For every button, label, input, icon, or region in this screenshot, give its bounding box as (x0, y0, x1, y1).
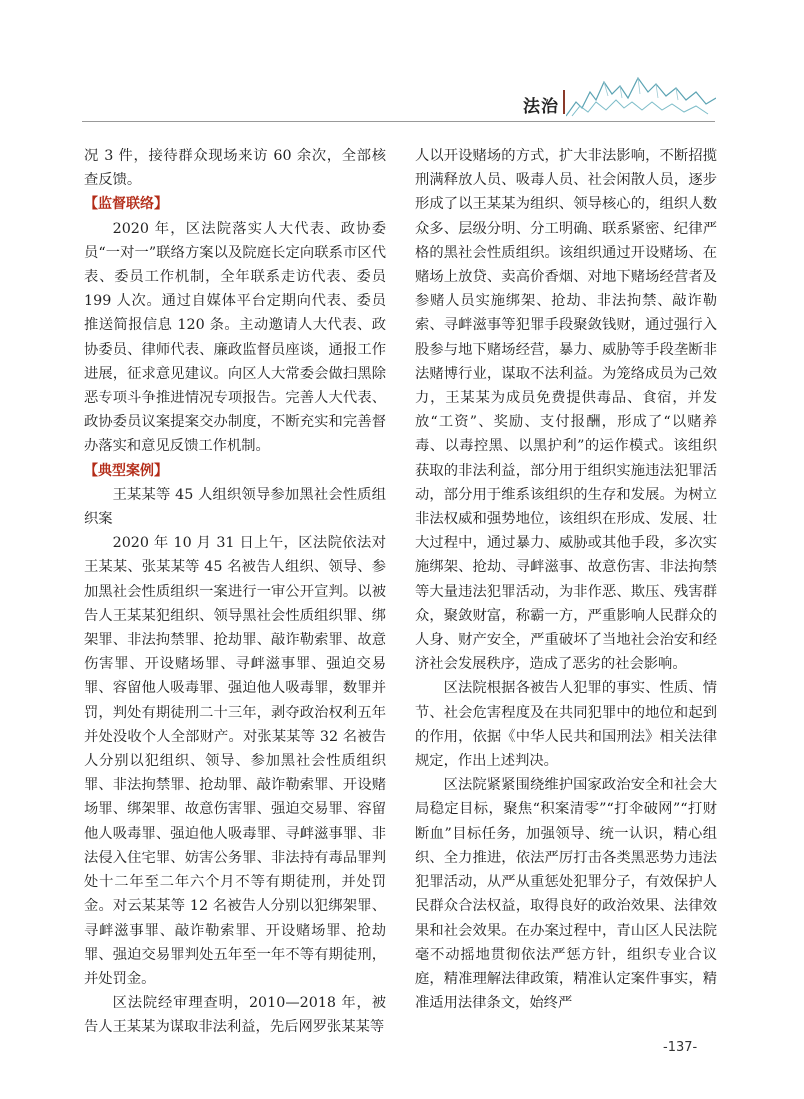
paragraph-case-facts-continued: 人以开设赌场的方式，扩大非法影响，不断招揽刑满释放人员、吸毒人员、社会闲散人员，逐步形成了以王某某为组织、领导核心的，组织人数众多、层级分明、分工明确、联系紧密、纪律严格的黑社会性质组织。该组织通过开设赌场、在赌场上放贷、卖高价香烟、对地下赌场经营者及参赌人员实施绑架、抢劫、非法拘禁、敲诈勒索、寻衅滋事等犯罪手段聚敛钱财，通过强行入股参与地下赌场经营，暴力、威胁等手段垄断非法赌博行业，谋取不法利益。为笼络成员为己效力，王某某为成员免费提供毒品、食宿，并发放“工资”、奖励、支付报酬，形成了“以赌养毒、以毒控黑、以黑护利”的运作模式。该组织获取的非法利益，部分用于组织实施违法犯罪活动，部分用于维系该组织的生存和发展。为树立非法权威和强势地位，该组织在形成、发展、壮大过程中，通过暴力、威胁或其他手段，多次实施绑架、抢劫、寻衅滋事、故意伤害、非法拘禁等大量违法犯罪活动，为非作恶、欺压、残害群众，聚敛财富，称霸一方，严重影响人民群众的人身、财产安全，严重破坏了当地社会治安和经济社会发展秩序，造成了恶劣的社会影响。 (415, 148, 717, 673)
left-column (84, 144, 386, 1040)
header-rule (82, 121, 715, 122)
paragraph-intro-continued: 况 3 件，接待群众现场来访 60 余次，全部核查反馈。 (84, 148, 386, 189)
paragraph-judgment-basis: 区法院根据各被告人犯罪的事实、性质、情节、社会危害程度及在共同犯罪中的地位和起到的作用，依据《中华人民共和国刑法》相关法律规定，作出上述判决。 (415, 680, 717, 770)
heading-supervision: 【监督联络】 (84, 196, 168, 213)
heading-typical-case: 【典型案例】 (84, 462, 168, 479)
paragraph-closing: 区法院紧紧围绕维护国家政治安全和社会大局稳定目标，聚焦“积案清零”“打伞破网”“打财断血”目标任务，加强领导、统一认识，精心组织、全力推进，依法严厉打击各类黑恶势力违法犯罪活动，从严从重惩处犯罪分子，有效保护人民群众合法权益，取得良好的政治效果、法律效果和社会效果。在办案过程中，青山区人民法院毫不动摇地贯彻依法严惩方针，组织专业合议庭，精准理解法律政策，精准认定案件事实，精准适用法律条文，始终严 (415, 777, 717, 1012)
paragraph-case-facts-start: 区法院经审理查明，2010—2018 年，被告人王某某为谋取非法利益，先后网罗张某某等 (84, 995, 386, 1036)
section-title: 法治 (523, 97, 559, 117)
case-title: 王某某等 45 人组织领导参加黑社会性质组织案 (84, 486, 386, 528)
right-column (415, 144, 717, 1015)
header-separator (563, 90, 565, 114)
page-number: -137- (663, 1040, 698, 1055)
mountain-landscape-icon (566, 72, 716, 120)
page-header (0, 70, 804, 130)
paragraph-case-verdict: 2020 年 10 月 31 日上午，区法院依法对王某某、张某某等 45 名被告人组织、领导、参加黑社会性质组织一案进行一审公开宣判。以被告人王某某犯组织、领导黑社会性质组织罪、绑架罪、非法拘禁罪、抢劫罪、敲诈勒索罪、故意伤害罪、开设赌场罪、寻衅滋事罪、强迫交易罪、容留他人吸毒罪、强迫他人吸毒罪，数罪并罚，判处有期徒刑二十三年，剥夺政治权利五年并处没收个人全部财产。对张某某等 32 名被告人分别以犯组织、领导、参加黑社会性质组织罪、非法拘禁罪、抢劫罪、敲诈勒索罪、开设赌场罪、绑架罪、故意伤害罪、强迫交易罪、容留他人吸毒罪、强迫他人吸毒罪、寻衅滋事罪、非法侵入住宅罪、妨害公务罪、非法持有毒品罪判处十二年至二年六个月不等有期徒刑，并处罚金。对云某某等 12 名被告人分别以犯绑架罪、寻衅滋事罪、敲诈勒索罪、开设赌场罪、抢劫罪、强迫交易罪判处五年至一年不等有期徒刑，并处罚金。 (84, 535, 386, 987)
paragraph-supervision: 2020 年，区法院落实人大代表、政协委员“一对一”联络方案以及院庭长定向联系市区代表、委员工作机制，全年联系走访代表、委员 199 人次。通过自媒体平台定期向代表、委员推送简报信息 120 条。主动邀请人大代表、政协委员、律师代表、廉政监督员座谈，通报工作进展，征求意见建议。向区人大常委会做扫黑除恶专项斗争推进情况专项报告。完善人大代表、政协委员议案提案交办制度，不断充实和完善督办落实和意见反馈工作机制。 (84, 220, 386, 455)
